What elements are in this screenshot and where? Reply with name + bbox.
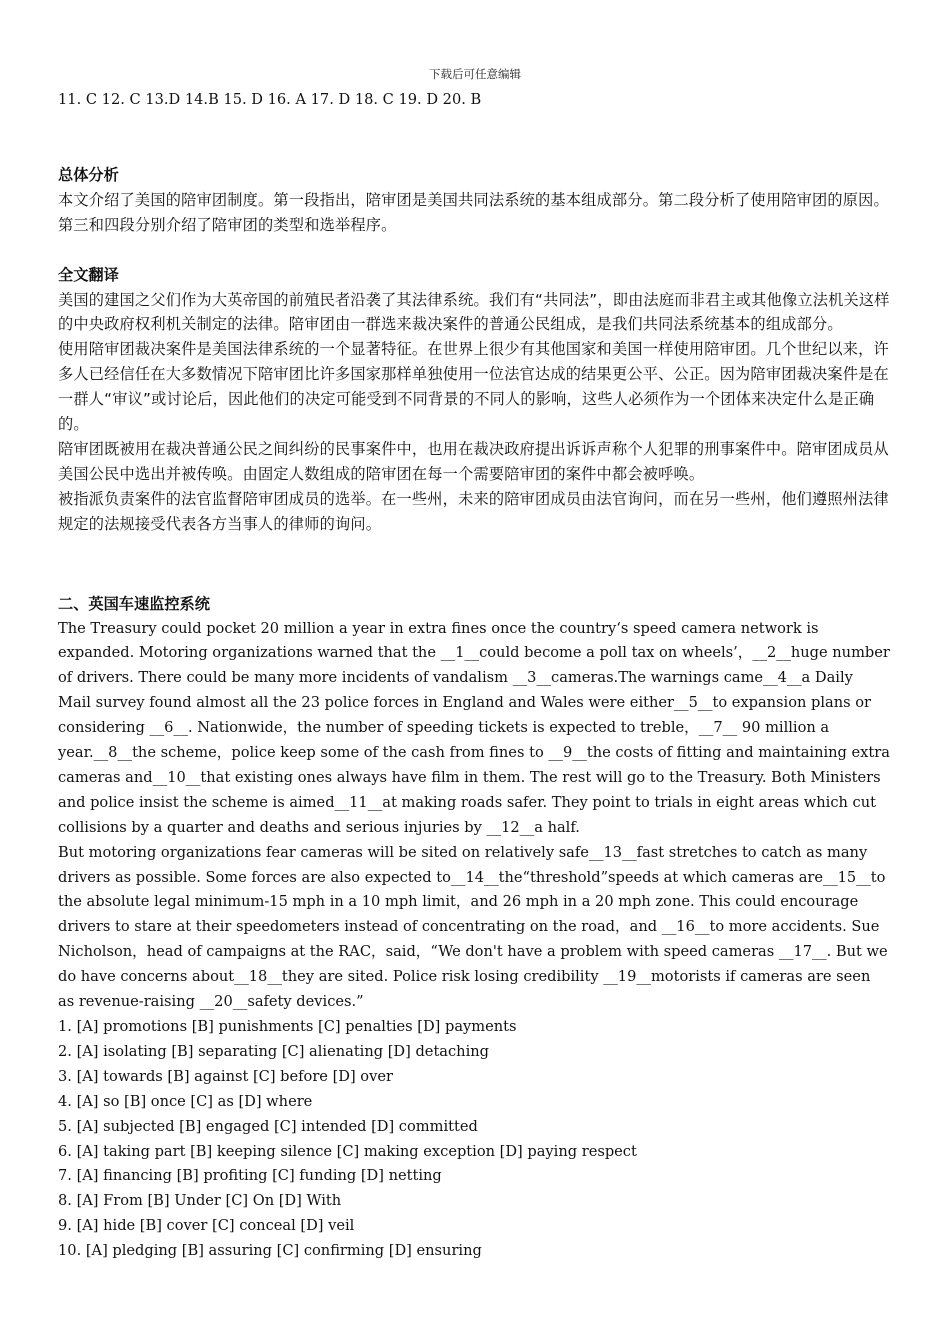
passage-paragraph-1: The Treasury could pocket 20 million a year in extra fines once the country‘s speed camera network is expanded. Motoring organizations warned that the __1__could become a poll tax on wheels’，__2__huge number of drivers. There could be many more incidents of vandalism __3__cameras.The warnings came__4__a Daily Mail survey found almost all the 23 police forces in England and Wales were either__5__to expansion plans or considering __6__. Nationwide，the number of speeding tickets is expected to treble，__7__ 90 million a year.__8__the scheme，police keep some of the cash from fines to __9__the costs of fitting and maintaining extra cameras and__10__that existing ones always have film in them. The rest will go to the Treasury. Both Ministers and police insist the scheme is aimed__11__at making roads safer. They point to trials in eight areas which cut collisions by a quarter and deaths and serious injuries by __12__a half. <box>58 619 890 836</box>
translation-heading: 全文翻译 <box>58 265 119 284</box>
option-line-6: 6. [A] taking part [B] keeping silence [C] making exception [D] paying respect <box>58 1142 637 1160</box>
passage-paragraph-2: But motoring organizations fear cameras will be sited on relatively safe__13__fast stretches to catch as many drivers as possible. Some forces are also expected to__14__the“threshold”speeds at which cameras are__15__to the absolute legal minimum-15 mph in a 10 mph limit，and 26 mph in a 20 mph zone. This could encourage drivers to stare at their speedometers instead of concentrating on the road，and __16__to more accidents. Sue Nicholson，head of campaigns at the RAC，said，“We don't have a problem with speed cameras __17__. But we do have concerns about__18__they are sited. Police risk losing credibility __19__motorists if cameras are seen as revenue-raising __20__safety devices.” <box>58 843 888 1011</box>
option-line-7: 7. [A] financing [B] profiting [C] funding [D] netting <box>58 1167 442 1185</box>
option-line-10: 10. [A] pledging [B] assuring [C] confirming [D] ensuring <box>58 1242 482 1260</box>
spacer <box>58 537 890 592</box>
option-line-3: 3. [A] towards [B] against [C] before [D] over <box>58 1067 393 1085</box>
section-2-heading: 二、英国车速监控系统 <box>58 594 210 613</box>
answer-key-line: 11. C 12. C 13.D 14.B 15. D 16. A 17. D 18. C 19. D 20. B <box>58 91 482 108</box>
translation-paragraph-2: 使用陪审团裁决案件是美国法律系统的一个显著特征。在世界上很少有其他国家和美国一样使用陪审团。几个世纪以来，许多人已经信任在大多数情况下陪审团比许多国家那样单独使用一位法官达成的结果更公平、公正。因为陪审团裁决案件是在一群人“审议”或讨论后，因此他们的决定可能受到不同背景的不同人的影响，这些人必须作为一个团体来决定什么是正确的。 <box>58 340 889 434</box>
analysis-heading: 总体分析 <box>58 165 119 184</box>
document-body <box>58 88 890 1264</box>
spacer <box>58 238 890 263</box>
spacer <box>58 113 890 163</box>
option-line-1: 1. [A] promotions [B] punishments [C] penalties [D] payments <box>58 1018 517 1035</box>
translation-paragraph-4: 被指派负责案件的法官监督陪审团成员的选举。在一些州，未来的陪审团成员由法官询问，而在另一些州，他们遵照州法律规定的法规接受代表各方当事人的律师的询问。 <box>58 489 889 533</box>
page-header-note: 下载后可任意编辑 <box>429 67 521 81</box>
option-line-9: 9. [A] hide [B] cover [C] conceal [D] veil <box>58 1217 355 1235</box>
option-line-8: 8. [A] From [B] Under [C] On [D] With <box>58 1192 342 1210</box>
translation-paragraph-1: 美国的建国之父们作为大英帝国的前殖民者沿袭了其法律系统。我们有“共同法”，即由法庭而非君主或其他像立法机关这样的中央政府权利机关制定的法律。陪审团由一群选来裁决案件的普通公民组成，是我们共同法系统基本的组成部分。 <box>58 290 890 334</box>
option-line-5: 5. [A] subjected [B] engaged [C] intended [D] committed <box>58 1117 478 1135</box>
analysis-paragraph: 本文介绍了美国的陪审团制度。第一段指出，陪审团是美国共同法系统的基本组成部分。第二段分析了使用陪审团的原因。第三和四段分别介绍了陪审团的类型和选举程序。 <box>58 190 889 234</box>
option-line-2: 2. [A] isolating [B] separating [C] alienating [D] detaching <box>58 1042 489 1060</box>
translation-paragraph-3: 陪审团既被用在裁决普通公民之间纠纷的民事案件中，也用在裁决政府提出诉诉声称个人犯罪的刑事案件中。陪审团成员从美国公民中选出并被传唤。由固定人数组成的陪审团在每一个需要陪审团的案件中都会被呼唤。 <box>58 439 889 483</box>
option-line-4: 4. [A] so [B] once [C] as [D] where <box>58 1092 313 1110</box>
